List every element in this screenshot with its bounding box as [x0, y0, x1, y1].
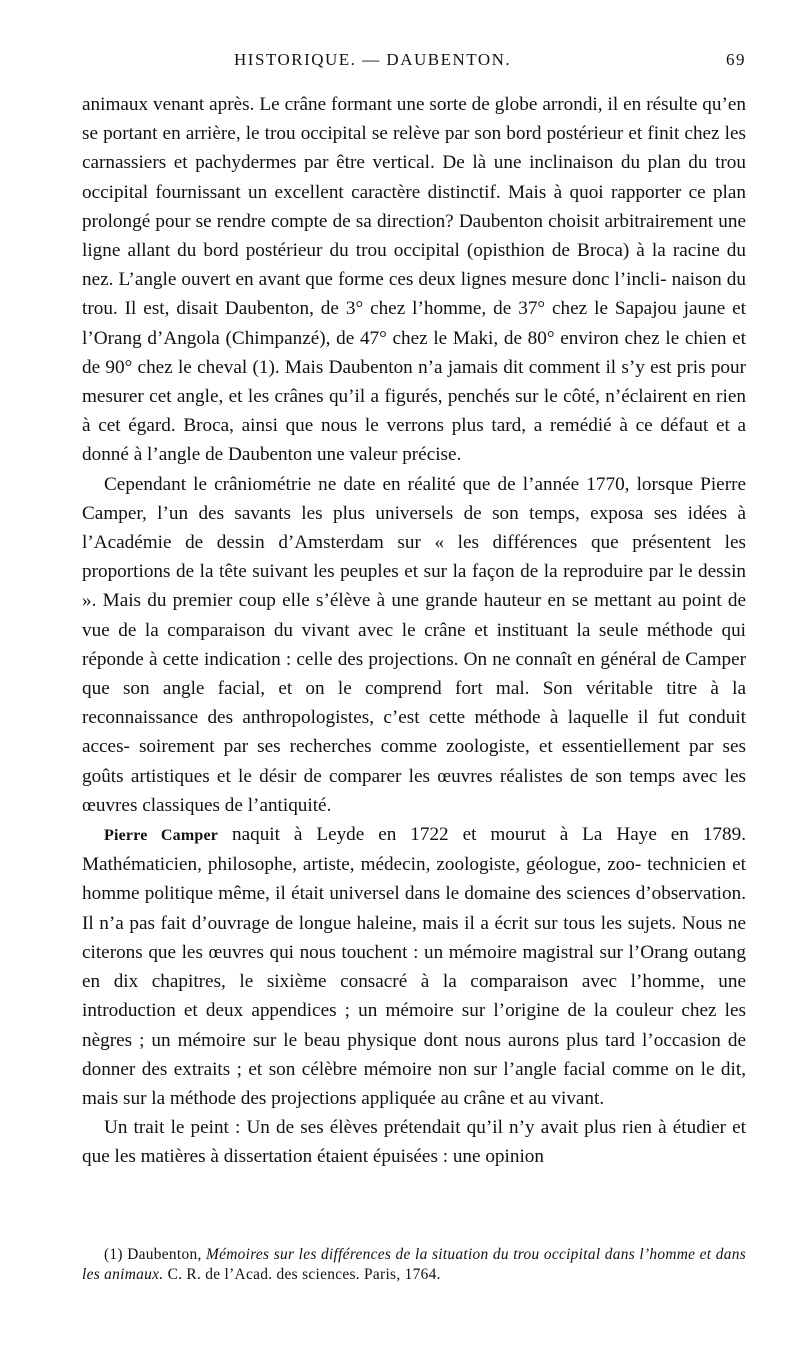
- book-page: [82, 0, 746, 1346]
- body-text: [82, 90, 746, 1172]
- running-title: HISTORIQUE. — DAUBENTON.: [234, 50, 512, 69]
- footnote-author: Daubenton,: [127, 1246, 202, 1263]
- paragraph-4: Un trait le peint : Un de ses élèves prétendait qu’il n’y avait plus rien à étudier et que les matières à dissertation étaient épuisées : une opinion: [82, 1117, 746, 1168]
- footnote-title: Mémoires sur les différences de la situation du trou occipital dans l’homme et dans les animaux.: [82, 1246, 746, 1283]
- person-name-heading: Pierre Camper: [104, 827, 219, 845]
- paragraph-3: [82, 820, 746, 1113]
- paragraph-1: animaux venant après. Le crâne formant une sorte de globe arrondi, il en résulte qu’en se portant en arrière, le trou occipital se relève par son bord postérieur et finit chez les carnassiers et pachydermes par être vertical. De là une inclinaison du plan du trou occipital fournissant un excellent caractère distinctif. Mais à quoi rapporter ce plan prolongé pour se rendre compte de sa direction? Daubenton choisit arbitrairement une ligne allant du bord postérieur du trou occipital (opisthion de Broca) à la racine du nez. L’angle ouvert en avant que forme ces deux lignes mesure donc l’incli- naison du trou. Il est, disait Daubenton, de 3° chez l’homme, de 37° chez le Sapajou jaune et l’Orang d’Angola (Chimpanzé), de 47° chez le Maki, de 80° environ chez le chien et de 90° chez le cheval (1). Mais Daubenton n’a jamais dit comment il s’y est pris pour mesurer cet angle, et les crânes qu’il a figurés, penchés sur le côté, n’éclairent en rien à cet égard. Broca, ainsi que nous le verrons plus tard, a remédié à ce défaut et a donné à l’angle de Daubenton une valeur précise.: [82, 94, 746, 466]
- paragraph-2: Cependant le crâniométrie ne date en réalité que de l’année 1770, lorsque Pierre Camper, l’un des savants les plus universels de son temps, exposa ses idées à l’Académie de dessin d’Amsterdam sur « les différences que présentent les proportions de la tête suivant les peuples et sur la façon de la reproduire par le dessin ». Mais du premier coup elle s’élève à une grande hauteur en se mettant au point de vue de la comparaison du vivant avec le crâne et instituant la seule méthode qui réponde à cette indication : celle des projections. On ne connaît en général de Camper que son angle facial, et on le comprend fort mal. Son véritable titre à la reconnaissance des anthropologistes, c’est cette méthode à laquelle il fut conduit acces- soirement par ses recherches comme zoologiste, et essentiellement par ses goûts artistiques et le désir de comparer les œuvres réalistes de son temps avec les œuvres classiques de l’antiquité.: [82, 473, 746, 816]
- paragraph-3-text: naquit à Leyde en 1722 et mourut à La Haye en 1789. Mathématicien, philosophe, artiste, médecin, zoologiste, géologue, zoo- technicien et homme politique même, il était universel dans le domaine des sciences d’observation. Il n’a pas fait d’ouvrage de longue haleine, mais il a écrit sur tous les sujets. Nous ne citerons que les œuvres qui nous touchent : un mémoire magistral sur l’Orang outang en dix chapitres, le sixième consacré à la comparaison avec l’homme, une introduction et deux appendices ; un mémoire sur l’origine de la couleur chez les nègres ; un mémoire sur le beau physique dont nous aurons plus tard l’occasion de donner des extraits ; et son célèbre mémoire non sur l’angle facial comme on le dit, mais sur la méthode des projections appliquée au crâne et au vivant.: [82, 824, 746, 1109]
- footnote-text: [82, 1245, 746, 1285]
- footnote: [82, 1245, 746, 1285]
- page-number: 69: [726, 50, 746, 69]
- footnote-marker: (1): [104, 1246, 123, 1263]
- running-head: [82, 50, 746, 74]
- footnote-reference: C. R. de l’Acad. des sciences. Paris, 1764.: [167, 1266, 441, 1283]
